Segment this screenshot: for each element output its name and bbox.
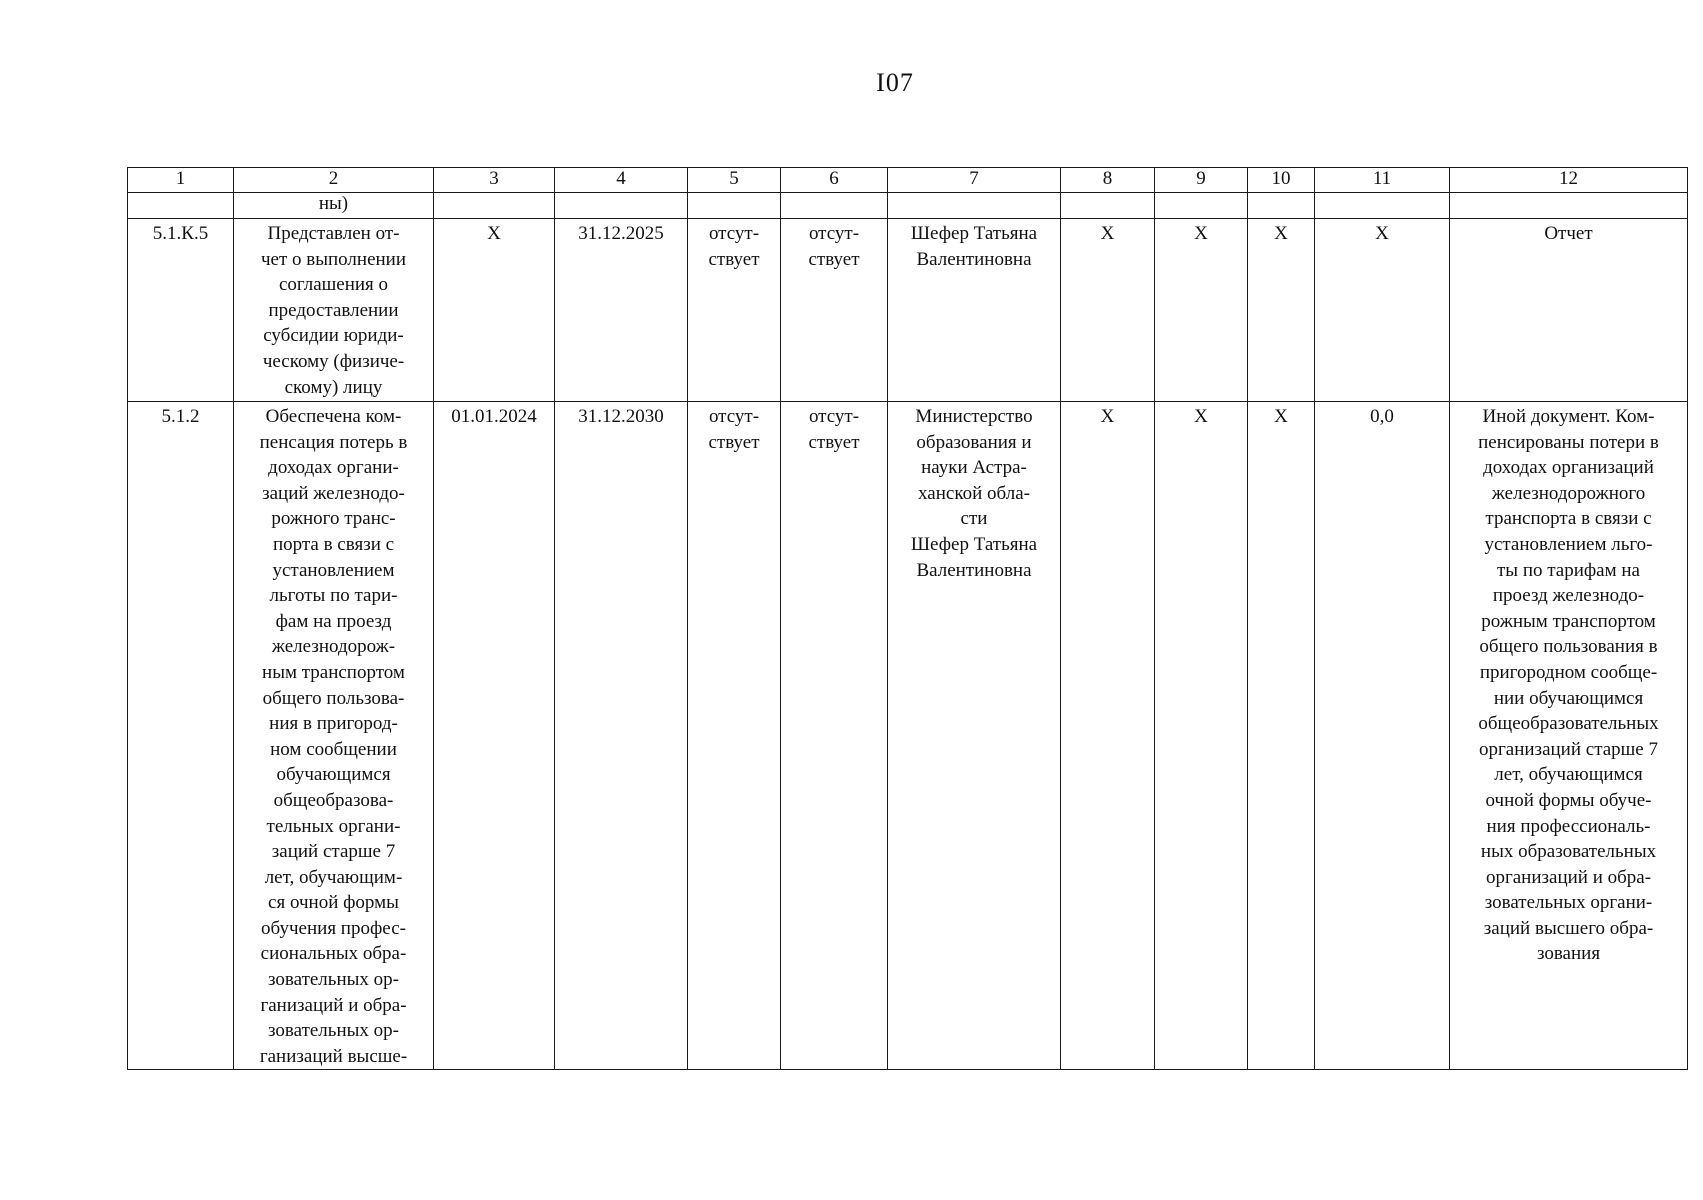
column-8-value: X: [1061, 219, 1155, 402]
text-line: проезд железнодо-: [1492, 585, 1645, 607]
column-number: 7: [888, 168, 1061, 193]
continuation-cell: [128, 193, 234, 219]
text-line: порта в связи с: [272, 533, 395, 555]
text-line: образования и: [916, 431, 1032, 453]
text-line: пенсированы потери в: [1478, 431, 1659, 453]
column-number: 9: [1155, 168, 1248, 193]
text-line: железнодорожного: [1491, 482, 1646, 504]
column-9-value: X: [1155, 219, 1248, 402]
text-line: науки Астра-: [921, 457, 1027, 479]
result-description: [234, 219, 434, 402]
continuation-cell: [1155, 193, 1248, 219]
column-5-value: [688, 402, 781, 1070]
column-6-value: [781, 402, 888, 1070]
text-line: Шефер Татьяна: [910, 533, 1038, 555]
column-number-row: [128, 168, 1688, 193]
text-line: заций старше 7: [271, 841, 396, 863]
text-line: пенсация потерь в: [259, 431, 408, 453]
text-line: доходах организаций: [1483, 457, 1654, 479]
column-number: 11: [1315, 168, 1450, 193]
text-line: обучающимся: [276, 764, 391, 786]
text-line: доходах органи-: [268, 457, 399, 479]
text-line: отсут-: [708, 406, 760, 427]
text-line: ческому (физиче-: [262, 350, 405, 372]
column-number: 8: [1061, 168, 1155, 193]
text-line: тельных органи-: [266, 815, 401, 837]
continuation-cell: [434, 193, 555, 219]
text-line: Валентиновна: [916, 248, 1032, 270]
text-line: зовательных ор-: [268, 1020, 399, 1042]
continuation-cell: [1061, 193, 1155, 219]
text-line: ствует: [808, 431, 860, 453]
responsible-person: [888, 402, 1061, 1070]
text-line: общеобразовательных: [1478, 713, 1659, 735]
text-line: рожного транс-: [271, 508, 396, 530]
column-number: 12: [1450, 168, 1688, 193]
continuation-cell: [555, 193, 688, 219]
text-line: общеобразова-: [273, 789, 394, 811]
row-code: 5.1.К.5: [128, 219, 234, 402]
continuation-cell: [1315, 193, 1450, 219]
text-line: железнодорож-: [271, 636, 396, 658]
continuation-row: [128, 193, 1688, 219]
column-10-value: X: [1248, 402, 1315, 1070]
confirming-document: [1450, 402, 1688, 1070]
text-line: нии обучающимся: [1493, 687, 1644, 709]
continuation-cell: [1450, 193, 1688, 219]
responsible-person: [888, 219, 1061, 402]
column-number: 3: [434, 168, 555, 193]
text-line: ханской обла-: [918, 482, 1030, 504]
text-line: заций высшего обра-: [1483, 917, 1654, 939]
text-line: общего пользова-: [262, 687, 405, 709]
text-line: ствует: [808, 248, 860, 270]
text-line: ствует: [708, 248, 760, 270]
text-line: Иной документ. Ком-: [1482, 406, 1655, 427]
text-line: очной формы обуче-: [1485, 789, 1652, 811]
column-10-value: X: [1248, 219, 1315, 402]
text-line: рожным транспортом: [1481, 610, 1656, 632]
text-line: лет, обучающимся: [1494, 764, 1643, 786]
text-line: сти: [960, 508, 988, 530]
confirming-document: [1450, 219, 1688, 402]
column-11-value: 0,0: [1315, 402, 1450, 1070]
column-5-value: [688, 219, 781, 402]
column-number: 6: [781, 168, 888, 193]
text-line: отсут-: [808, 223, 860, 244]
text-line: скому) лицу: [284, 376, 383, 398]
text-line: организаций и обра-: [1485, 866, 1652, 888]
text-line: ствует: [708, 431, 760, 453]
text-line: фам на проезд: [275, 610, 392, 632]
text-line: чет о выполнении: [260, 248, 407, 270]
start-date: X: [434, 219, 555, 402]
text-line: лет, обучающим-: [264, 866, 403, 888]
text-line: зовательных ор-: [268, 969, 399, 991]
page-number: I07: [876, 68, 914, 97]
row-code: 5.1.2: [128, 402, 234, 1070]
text-line: общего пользования в: [1479, 636, 1658, 658]
text-line: Обеспечена ком-: [265, 406, 402, 427]
text-line: соглашения о: [278, 274, 389, 296]
start-date: 01.01.2024: [434, 402, 555, 1070]
text-line: Шефер Татьяна: [910, 223, 1038, 244]
text-line: установлением: [272, 559, 395, 581]
text-line: ганизаций высше-: [259, 1045, 408, 1067]
text-line: предоставлении: [268, 299, 399, 321]
text-line: ния профессиональ-: [1486, 815, 1651, 837]
text-line: обучения профес-: [261, 917, 406, 939]
column-number: 5: [688, 168, 781, 193]
continuation-cell: [1248, 193, 1315, 219]
column-11-value: X: [1315, 219, 1450, 402]
column-number: 10: [1248, 168, 1315, 193]
text-line: ным транспортом: [262, 661, 405, 683]
continuation-cell: [888, 193, 1061, 219]
text-line: отсут-: [808, 406, 860, 427]
text-line: ном сообщении: [270, 738, 397, 760]
text-line: ся очной формы: [268, 892, 399, 914]
column-number: 1: [128, 168, 234, 193]
column-number: 2: [234, 168, 434, 193]
result-description: [234, 402, 434, 1070]
text-line: субсидии юриди-: [263, 325, 404, 347]
text-line: ния в пригород-: [269, 713, 398, 735]
text-line: зования: [1536, 943, 1601, 965]
text-line: Представлен от-: [267, 223, 400, 244]
text-line: ных образовательных: [1480, 841, 1657, 863]
text-line: Министерство: [915, 406, 1033, 427]
column-6-value: [781, 219, 888, 402]
text-line: отсут-: [708, 223, 760, 244]
text-line: заций железнодо-: [262, 482, 405, 504]
text-line: Валентиновна: [916, 559, 1032, 581]
text-line: транспорта в связи с: [1485, 508, 1652, 530]
end-date: 31.12.2030: [555, 402, 688, 1070]
text-line: организаций старше 7: [1479, 738, 1658, 760]
text-line: сиональных обра-: [260, 943, 407, 965]
text-line: пригородном сообще-: [1479, 661, 1658, 683]
column-8-value: X: [1061, 402, 1155, 1070]
continuation-cell: ны): [234, 193, 434, 219]
column-9-value: X: [1155, 402, 1248, 1070]
text-line: ты по тарифам на: [1497, 559, 1640, 581]
table-row: [128, 402, 1688, 1070]
text-line: льготы по тари-: [269, 585, 398, 607]
text-line: Отчет: [1544, 223, 1593, 244]
text-line: ганизаций и обра-: [260, 994, 407, 1016]
text-line: зовательных органи-: [1484, 892, 1653, 914]
continuation-cell: [688, 193, 781, 219]
document-table: [127, 167, 1688, 1070]
text-line: установлением льго-: [1484, 533, 1653, 555]
column-number: 4: [555, 168, 688, 193]
table-row: [128, 219, 1688, 402]
continuation-cell: [781, 193, 888, 219]
end-date: 31.12.2025: [555, 219, 688, 402]
